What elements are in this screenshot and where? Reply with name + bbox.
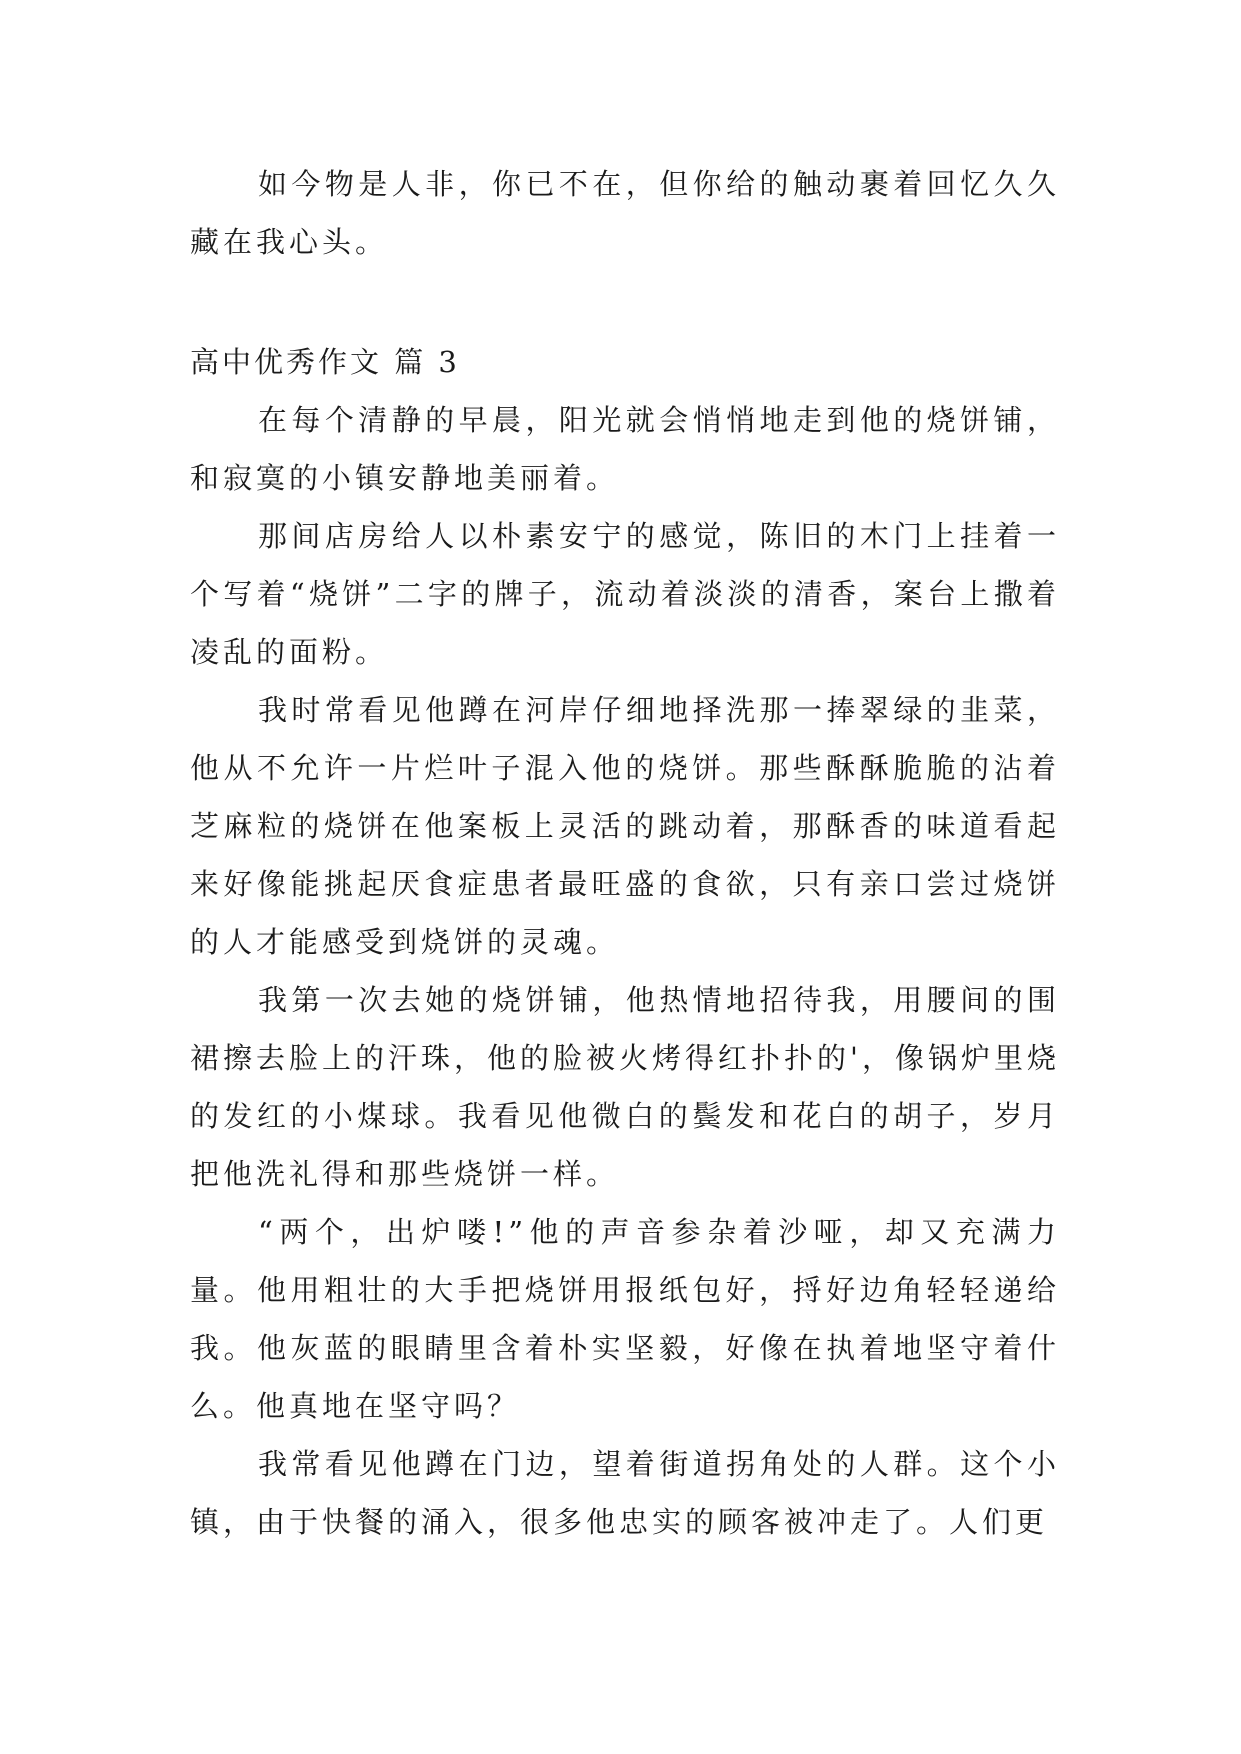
section-heading: 高中优秀作文 篇 3 xyxy=(190,345,460,379)
essay-paragraph: 在每个清静的早晨，阳光就会悄悄地走到他的烧饼铺，和寂寞的小镇安静地美丽着。 xyxy=(190,403,1060,495)
essay-paragraph: 我常看见他蹲在门边，望着街道拐角处的人群。这个小镇，由于快餐的涌入，很多他忠实的顾客被冲走了。人们更 xyxy=(190,1447,1060,1539)
intro-block xyxy=(190,155,1060,271)
essay-paragraph: 我时常看见他蹲在河岸仔细地择洗那一捧翠绿的韭菜，他从不允许一片烂叶子混入他的烧饼。那些酥酥脆脆的沾着芝麻粒的烧饼在他案板上灵活的跳动着，那酥香的味道看起来好像能挑起厌食症患者最旺盛的食欲，只有亲口尝过烧饼的人才能感受到烧饼的灵魂。 xyxy=(190,693,1060,959)
essay-paragraph: “两个，出炉喽!”他的声音参杂着沙哑，却又充满力量。他用粗壮的大手把烧饼用报纸包好，捋好边角轻轻递给我。他灰蓝的眼睛里含着朴实坚毅，好像在执着地坚守着什么。他真地在坚守吗？ xyxy=(190,1215,1060,1423)
essay-section xyxy=(190,333,1060,1551)
essay-paragraph: 我第一次去她的烧饼铺，他热情地招待我，用腰间的围裙擦去脸上的汗珠，他的脸被火烤得红扑扑的'，像锅炉里烧的发红的小煤球。我看见他微白的鬓发和花白的胡子，岁月把他洗礼得和那些烧饼一样。 xyxy=(190,983,1060,1191)
essay-paragraph: 那间店房给人以朴素安宁的感觉，陈旧的木门上挂着一个写着“烧饼”二字的牌子，流动着淡淡的清香，案台上撒着凌乱的面粉。 xyxy=(190,519,1060,669)
intro-paragraph: 如今物是人非，你已不在，但你给的触动裹着回忆久久藏在我心头。 xyxy=(190,167,1060,259)
